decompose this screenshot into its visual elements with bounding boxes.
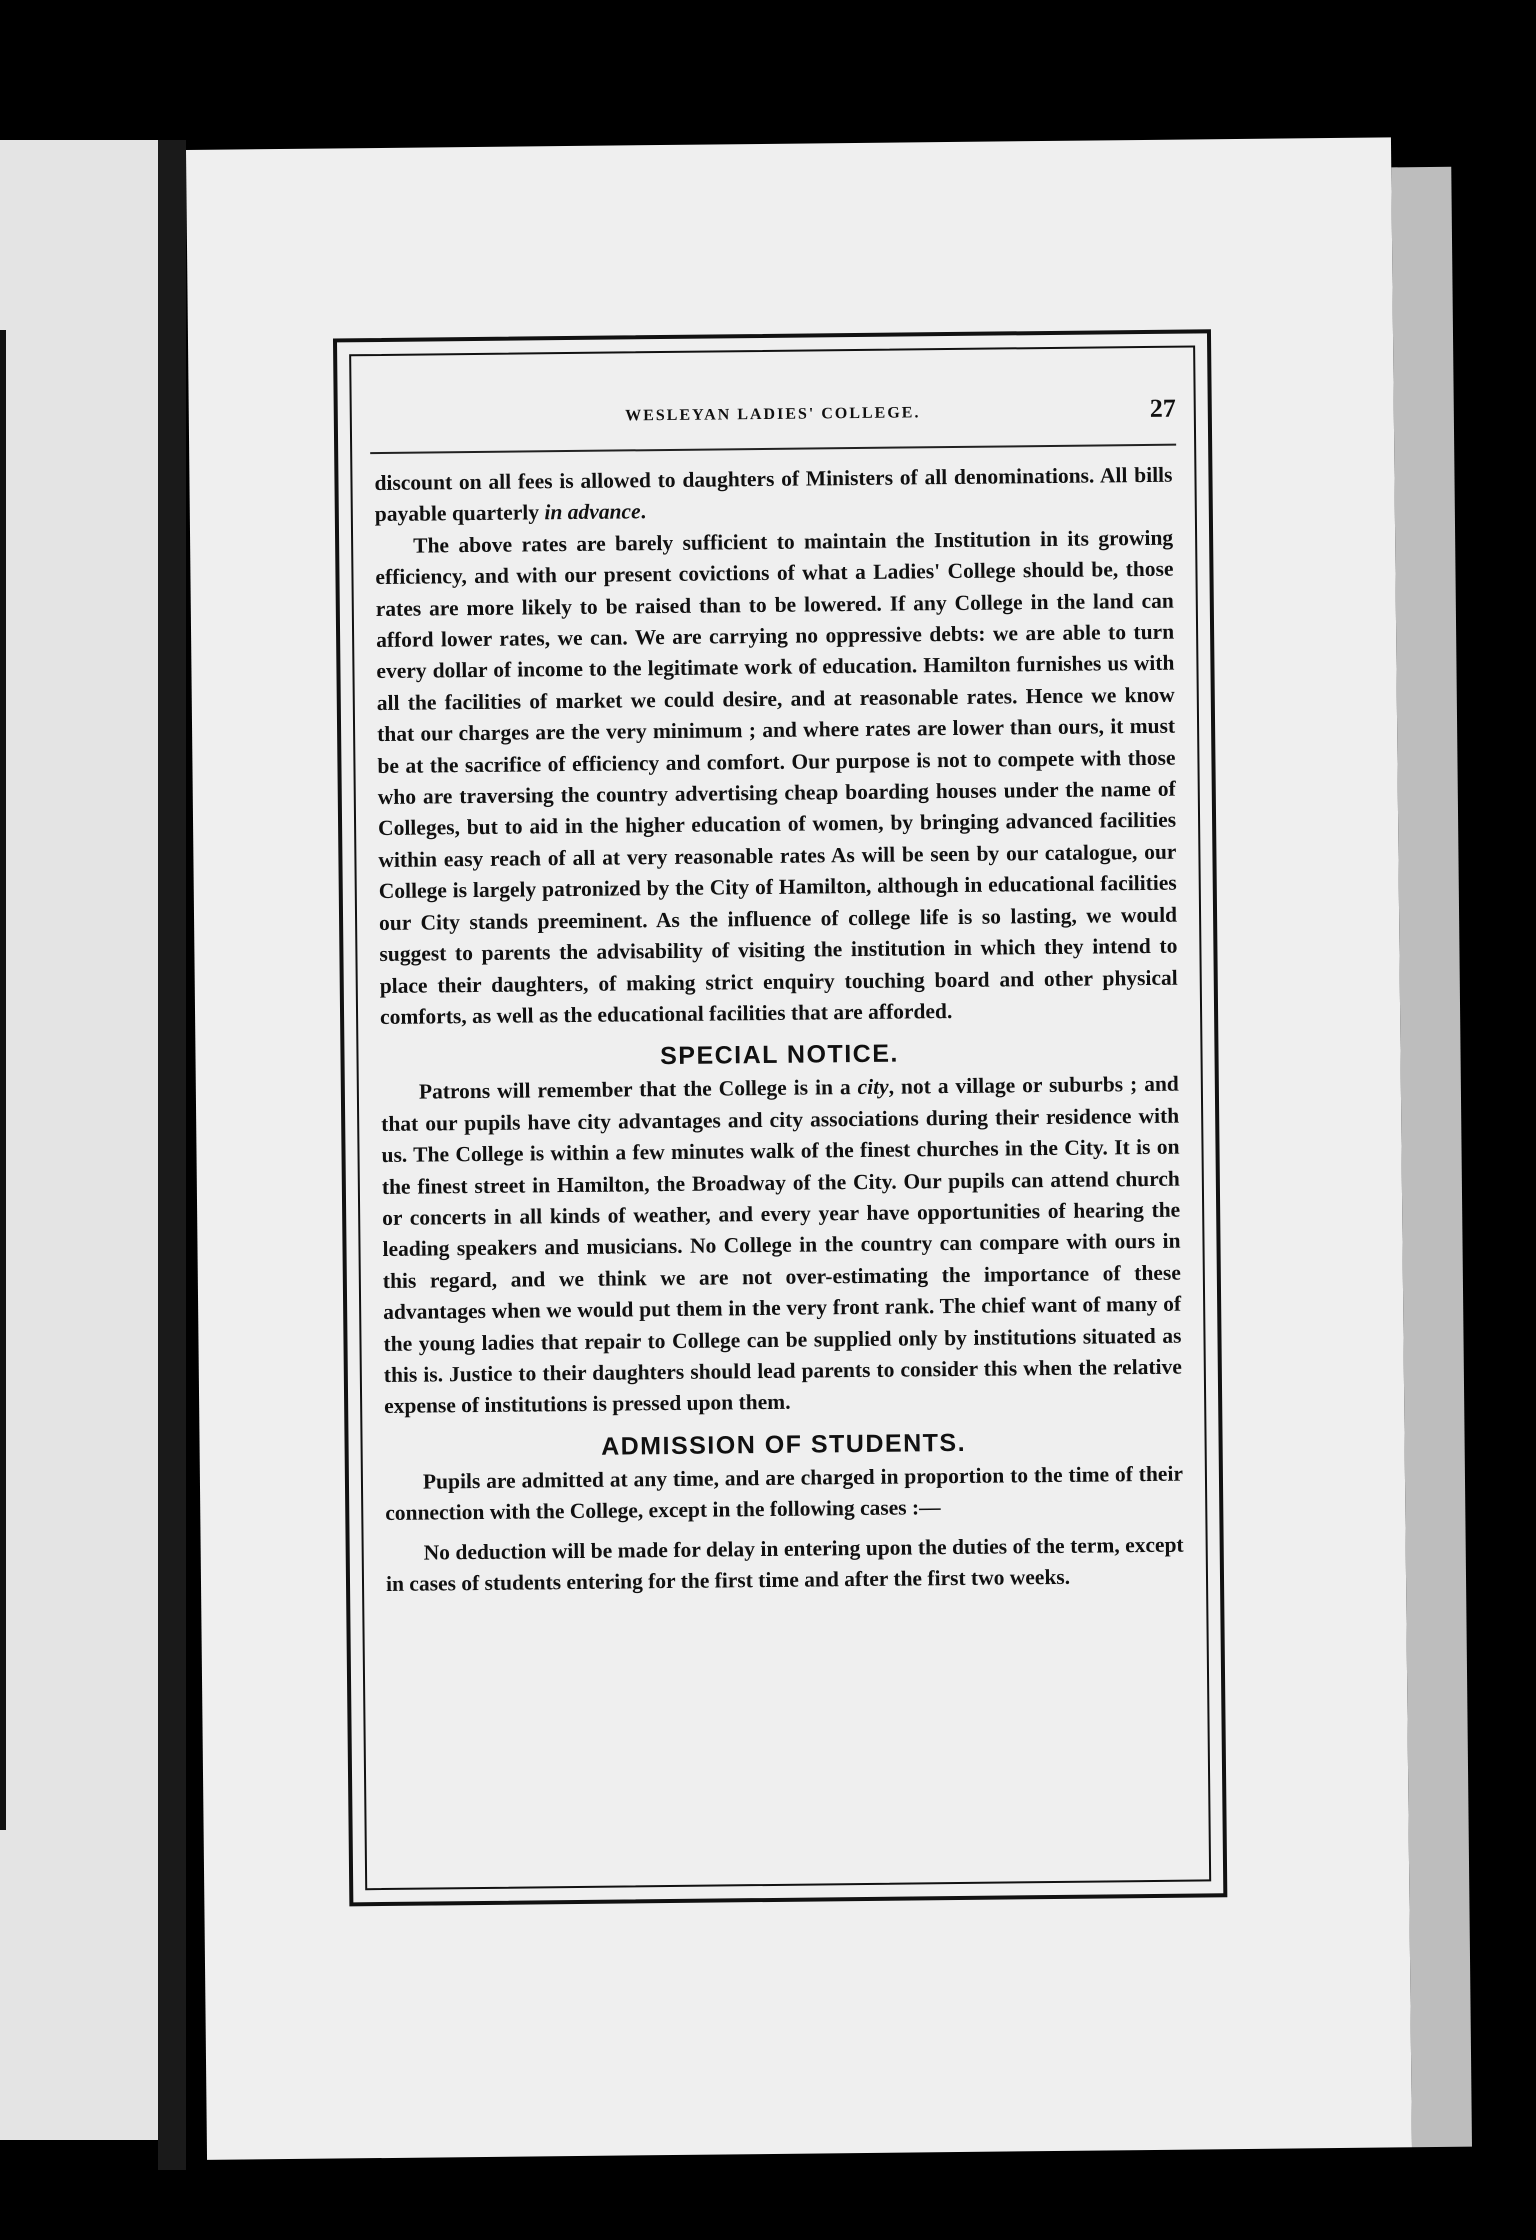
page-edge-shadow	[1391, 167, 1472, 2148]
page-body	[374, 460, 1184, 1601]
previous-page-rule	[0, 330, 6, 1830]
book-gutter	[158, 140, 186, 2170]
paragraph-admission: Pupils are admitted at any time, and are charged in proportion to the time of their connection with the College, except in the following cases :—	[385, 1461, 1184, 1526]
page-number: 27	[1149, 393, 1176, 423]
emphasis-city: city	[857, 1075, 889, 1100]
scanned-page	[186, 137, 1412, 2160]
previous-page-edge	[0, 140, 158, 2140]
page-header	[370, 394, 1176, 442]
heading-admission: ADMISSION OF STUDENTS.	[600, 1428, 967, 1461]
emphasis-in-advance: in advance	[544, 499, 641, 525]
paragraph-rates: The above rates are barely sufficient to maintain the Institution in its growing efficiency, and with our present covictions of what a Ladies' College should be, those rates are more likely to be raised than to be lowered. If any College in the land can afford lower rates, we can. We are carrying no oppressive debts: we are able to turn every dollar of income to the legitimate work of education. Hamilton furnishes us with all the facilities of market we could desire, and at reasonable rates. Hence we know that our charges are the very minimum ; and where rates are lower than ours, it must be at the sacrifice of efficiency and comfort. Our purpose is not to compete with those who are traversing the country advertising cheap boarding houses under the name of Colleges, but to aid in the higher education of women, by bringing advanced facilities within easy reach of all at very reasonable rates As will be seen by our catalogue, our College is largely patronized by the City of Hamilton, although in educational facilities our City stands preeminent. As the influence of college life is so lasting, we would suggest to parents the advisability of visiting the institution in which they intend to place their daughters, of making strict enquiry touching board and other physical comforts, as well as the educational facilities that are afforded.	[375, 525, 1178, 1029]
running-head: WESLEYAN LADIES' COLLEGE.	[625, 404, 921, 425]
page-border	[333, 329, 1227, 1906]
heading-special-notice: SPECIAL NOTICE.	[659, 1039, 900, 1071]
paragraph-special-notice: Patrons will remember that the College is in a city, not a village or suburbs ; and that our pupils have city advantages and city associations during their residence with us. The College is within a few minutes walk of the finest churches in the City. It is on the finest street in Hamilton, the Broadway of the City. Our pupils can attend church or concerts in all kinds of weather, and every year have opportunities of hearing the leading speakers and musicians. No College in the country can compare with ours in this regard, and we think we are not over-estimating the importance of these advantages when we would put them in the very front rank. The chief want of many of the young ladies that repair to College can be supplied only by institutions situated as this is. Justice to their daughters should lead parents to consider this when the relative expense of institutions is pressed upon them.	[381, 1071, 1182, 1419]
paragraph-discount: discount on all fees is allowed to daughters of Ministers of all denominations. All bills payable quarterly in advance.	[374, 462, 1173, 527]
paragraph-deduction: No deduction will be made for delay in entering upon the duties of the term, except in cases of students entering for the first time and after the first two weeks.	[385, 1532, 1184, 1596]
